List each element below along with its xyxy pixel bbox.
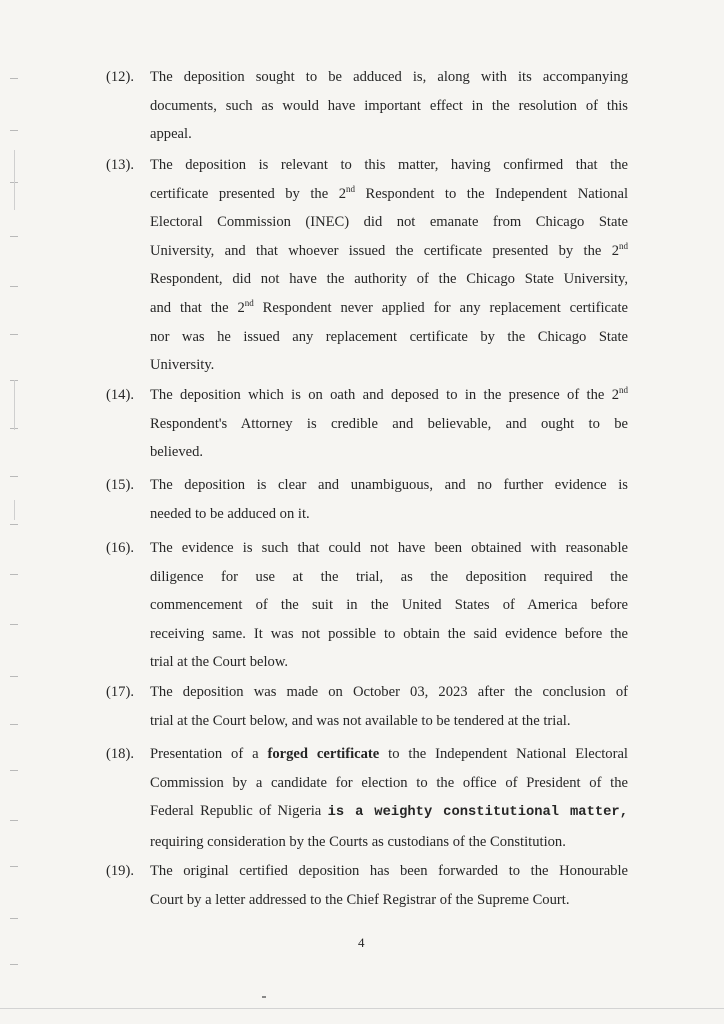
paragraph-number: (17).: [106, 684, 134, 700]
paragraph-number: (16).: [106, 540, 134, 556]
paragraph-text: The deposition was made on October 03, 2023 after the conclusion of trial at the Court below, and was not available to be tendered at the trial.: [150, 684, 628, 729]
binding-margin: [6, 0, 24, 1024]
paragraph-number: (12).: [106, 69, 134, 85]
page-edge: [0, 1008, 724, 1009]
paragraph-text: The deposition is clear and unambiguous, and no further evidence is needed to be adduced on it.: [150, 477, 628, 522]
page-number: 4: [358, 935, 365, 950]
paragraph-text: The deposition which is on oath and deposed to in the presence of the 2nd Respondent's Attorney is credible and believable, and ought to be believed.: [150, 385, 628, 461]
paragraph-number: (18).: [106, 746, 134, 762]
paragraph-number: (15).: [106, 477, 134, 493]
paragraph-number: (13).: [106, 157, 134, 173]
paragraph-text: Presentation of a forged certificate to the Independent National Electoral Commission by a candidate for election to the office of President of the Federal Republic of Nigeria is a weighty constitutional matter, requiring consideration by the Courts as custodians of the Constitution.: [150, 746, 628, 850]
paragraph-text: The original certified deposition has been forwarded to the Honourable Court by a letter addressed to the Chief Registrar of the Supreme Court.: [150, 863, 628, 908]
paragraph-number: (14).: [106, 387, 134, 403]
paragraph-number: (19).: [106, 863, 134, 879]
paragraph-text: The evidence is such that could not have been obtained with reasonable diligence for use at the trial, as the deposition required the commencement of the suit in the United States of America before receiving same. It was not possible to obtain the said evidence before the trial at the Court below.: [150, 540, 628, 671]
bold-text: forged certificate: [267, 746, 380, 762]
scan-mark: [262, 996, 266, 998]
paragraph-text: The deposition is relevant to this matter, having confirmed that the certificate presented by the 2nd Respondent to the Independent National Electoral Commission (INEC) did not emanate from Chicago State University, and that whoever issued the certificate presented by the 2nd Respondent, did not have the authority of the Chicago State University, and that the 2nd Respondent never applied for any replacement certificate nor was he issued any replacement certificate by the Chicago State University.: [150, 157, 628, 374]
paragraph-text: The deposition sought to be adduced is, along with its accompanying documents, such as would have important effect in the resolution of this appeal.: [150, 69, 628, 143]
bold-text: is a weighty constitutional matter,: [327, 805, 628, 821]
